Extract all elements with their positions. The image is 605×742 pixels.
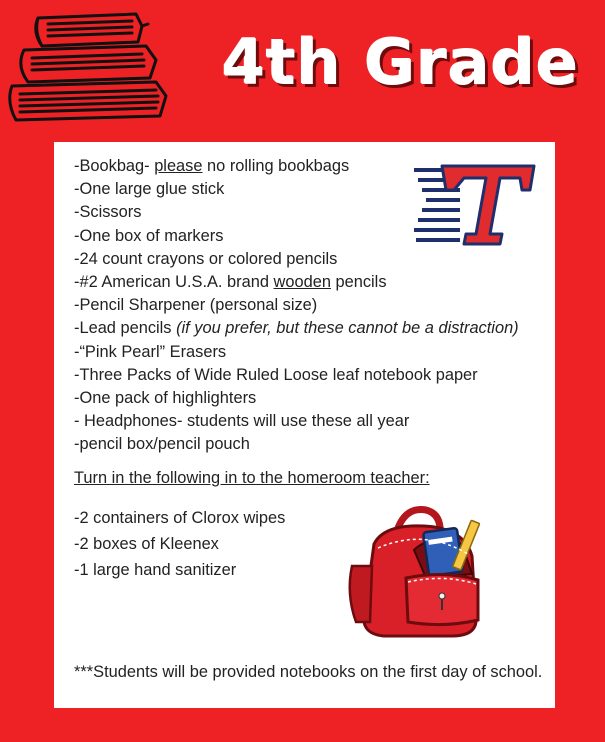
list-item: -“Pink Pearl” Erasers [74,342,227,361]
list-item: -Scissors [74,203,142,222]
list-item: - Headphones- students will use these all year [74,412,410,431]
list-item: -One large glue stick [74,180,225,199]
page-title: 4th Grade [222,26,580,99]
supply-list [74,155,519,457]
footer-note: ***Students will be provided notebooks on the first day of school. [74,663,543,681]
list-item: -One pack of highlighters [74,389,257,408]
backpack-icon [344,504,504,640]
homeroom-heading: Turn in the following in to the homeroom teacher: [74,469,430,487]
list-item: -Bookbag- please no rolling bookbags [74,157,350,175]
list-item: -Lead pencils (if you prefer, but these cannot be a distraction) [74,319,519,338]
list-item: -#2 American U.S.A. brand wooden pencils [74,273,387,292]
list-item: -24 count crayons or colored pencils [74,249,338,268]
list-item: -2 boxes of Kleenex [74,535,219,553]
list-item: -2 containers of Clorox wipes [74,509,286,527]
stack-of-books-icon [6,8,171,126]
list-item: -1 large hand sanitizer [74,561,237,579]
supply-list-card [54,142,555,708]
list-item: -Three Packs of Wide Ruled Loose leaf notebook paper [74,365,478,384]
homeroom-list [74,505,285,583]
list-item: -One box of markers [74,226,224,245]
list-item: -pencil box/pencil pouch [74,435,250,454]
list-item: -Pencil Sharpener (personal size) [74,296,318,315]
